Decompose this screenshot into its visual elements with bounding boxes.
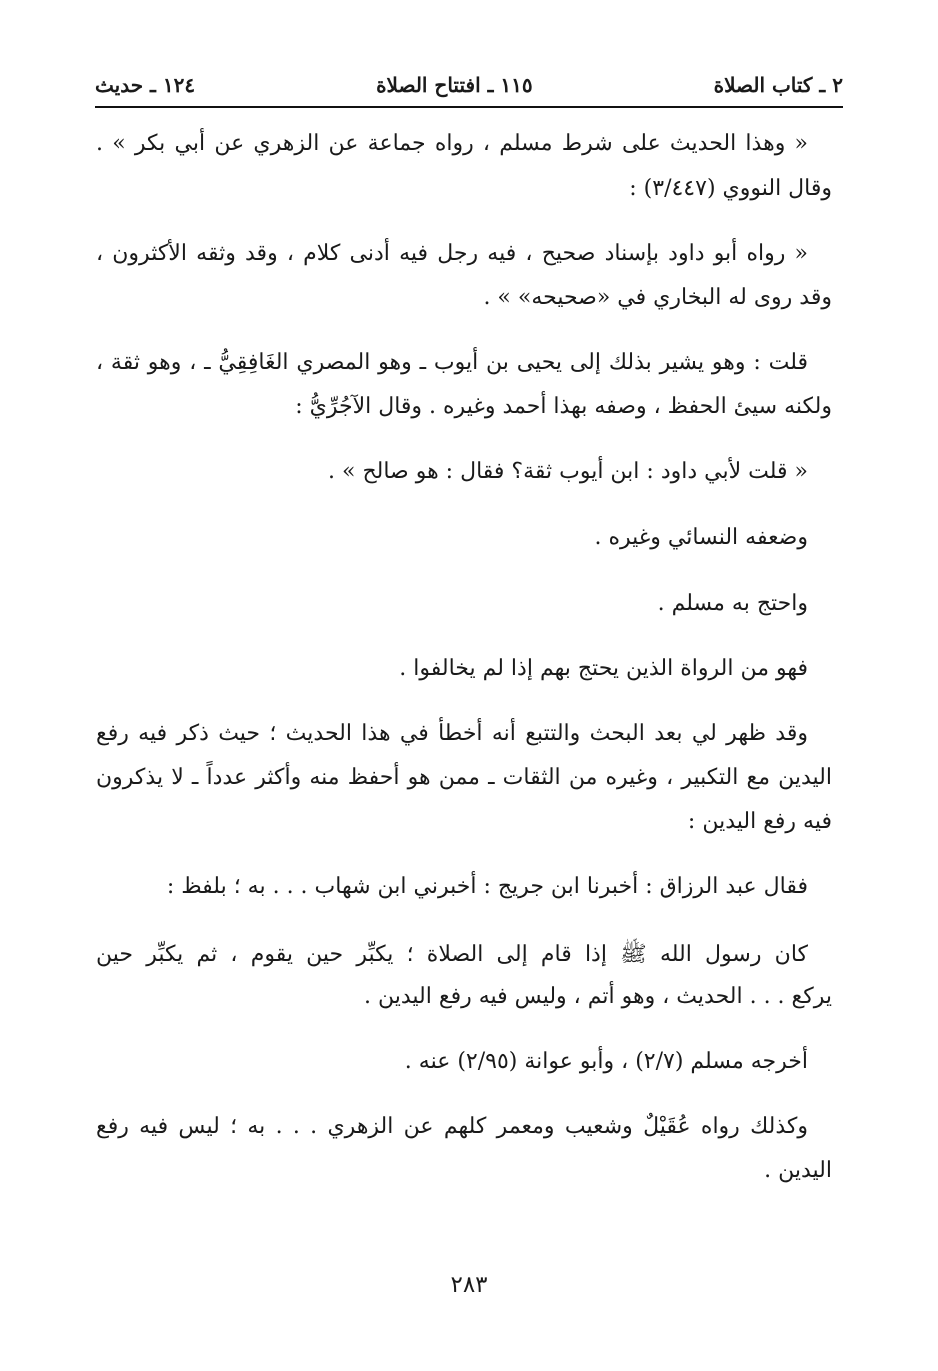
header-hadith-number: ١٢٤ ـ حديث [95, 73, 196, 97]
header-section: ١١٥ ـ افتتاح الصلاة [376, 73, 533, 97]
text-line: فهو من الرواة الذين يحتج بهم إذا لم يخالفوا . [399, 656, 808, 681]
text-line: « قلت لأبي داود : ابن أيوب ثقة؟ فقال : هو صالح » . [328, 459, 808, 484]
text-line: واحتج به مسلم . [657, 591, 808, 616]
text-line: اليدين . [764, 1158, 832, 1183]
text-line: ولكنه سيئ الحفظ ، وصفه بهذا أحمد وغيره . وقال الآجُرِّيُّ : [295, 394, 832, 419]
text-line: فقال عبد الرزاق : أخبرنا ابن جريج : أخبرني ابن شهاب . . . به ؛ بلفظ : [166, 874, 808, 899]
text-line: اليدين مع التكبير ، وغيره من الثقات ـ ممن هو أحفظ منه وأكثر عدداً ـ لا يذكرون [96, 765, 832, 790]
text-line: قلت : وهو يشير بذلك إلى يحيى بن أيوب ـ وهو المصري الغَافِقِيُّ ـ ، وهو ثقة ، [96, 350, 808, 375]
text-line: وضعفه النسائي وغيره . [594, 525, 808, 550]
text-line: يركع . . . الحديث ، وهو أتم ، وليس فيه رفع اليدين . [364, 984, 832, 1009]
text-line: وقد ظهر لي بعد البحث والتتبع أنه أخطأ في هذا الحديث ؛ حيث ذكر فيه رفع [96, 721, 808, 746]
header-chapter: ٢ ـ كتاب الصلاة [713, 73, 843, 97]
page-number: ٢٨٣ [450, 1272, 488, 1298]
text-line: فيه رفع اليدين : [687, 809, 832, 834]
text-line: « وهذا الحديث على شرط مسلم ، رواه جماعة عن الزهري عن أبي بكر » . [96, 131, 808, 156]
text-line: وقال النووي (٣/٤٤٧) : [629, 176, 832, 201]
header-divider [95, 106, 843, 108]
text-line: كان رسول الله ﷺ إذا قام إلى الصلاة ؛ يكبِّر حين يقوم ، ثم يكبِّر حين [96, 942, 808, 967]
text-line: « رواه أبو داود بإسناد صحيح ، فيه رجل فيه أدنى كلام ، وقد وثقه الأكثرون ، [96, 241, 808, 266]
text-line: وقد روى له البخاري في «صحيحه» » . [483, 285, 832, 310]
text-line: وكذلك رواه عُقَيْلٌ وشعيب ومعمر كلهم عن الزهري . . . به ؛ ليس فيه رفع [96, 1114, 808, 1139]
text-line: أخرجه مسلم (٢/٧) ، وأبو عوانة (٢/٩٥) عنه . [404, 1049, 808, 1074]
running-header [95, 68, 843, 102]
